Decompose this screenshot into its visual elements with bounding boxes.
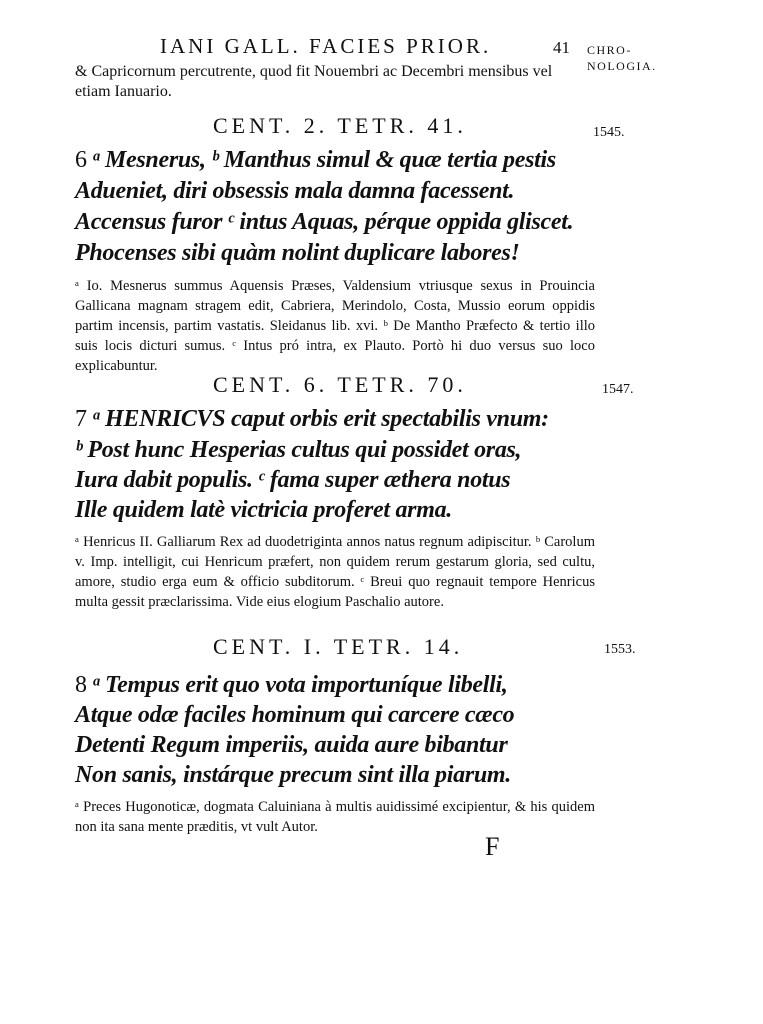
section-heading: CENT. 6. TETR. 70. bbox=[213, 372, 467, 397]
verse-line: Non sanis, instárque precum sint illa piarum. bbox=[75, 762, 511, 788]
margin-heading bbox=[587, 38, 657, 78]
verse-text: ᵃ HENRICVS caput orbis erit spectabilis vnum: bbox=[92, 406, 549, 432]
verse-text: ᵃ Tempus erit quo vota importuníque libelli, bbox=[92, 672, 508, 698]
section-heading: CENT. I. TETR. 14. bbox=[213, 634, 464, 659]
verse-line: Phocenses sibi quàm nolint duplicare labores! bbox=[75, 240, 520, 266]
verse-number: 8 bbox=[75, 672, 87, 698]
verse-line: ᵇ Post hunc Hesperias cultus qui possidet oras, bbox=[75, 437, 522, 463]
margin-heading-line-1: CHRO- bbox=[587, 43, 632, 57]
signature-mark: F bbox=[485, 832, 500, 861]
verse-number: 7 bbox=[75, 406, 87, 432]
continuation-line-2: etiam Ianuario. bbox=[75, 83, 172, 100]
verse-line: Detenti Regum imperiis, auida aure bibantur bbox=[75, 732, 508, 758]
verse-line: Atque odæ faciles hominum qui carcere cæco bbox=[75, 702, 515, 728]
section-heading: CENT. 2. TETR. 41. bbox=[213, 113, 467, 138]
footnote: ᵃ Io. Mesnerus summus Aquensis Præses, Valdensium vtriusque sexus in Prouincia Gallicana magnam stragem edit, Cabriera, Merindolo, Costa, Mussio eorum oppidis partim incensis, partim vastatis. Sleidanus lib. xvi. ᵇ De Mantho Præfecto & tertio illo suis locis dicturi sumus. ᶜ Intus pró intra, ex Plauto. Portò hi duo versus suo loco explicabuntur. bbox=[75, 278, 595, 374]
continuation-line-1: & Capricornum percutrente, quod fit Nouembri ac Decembri mensibus vel bbox=[75, 63, 553, 80]
margin-heading-line-2: NOLOGIA. bbox=[587, 59, 657, 73]
footnote: ᵃ Preces Hugonoticæ, dogmata Caluiniana à multis auidissimé excipientur, & his quidem non ita sana mente præditis, vt vult Autor. bbox=[75, 799, 595, 835]
verse-line bbox=[75, 147, 556, 174]
verse-number: 6 bbox=[75, 147, 87, 173]
verse-text: ᵃ Mesnerus, ᵇ Manthus simul & quæ tertia pestis bbox=[92, 147, 556, 173]
margin-year: 1545. bbox=[593, 125, 625, 140]
margin-year: 1547. bbox=[602, 382, 634, 397]
verse-line: Ille quidem latè victricia proferet arma. bbox=[75, 497, 452, 523]
verse-line: Accensus furor ᶜ intus Aquas, pérque oppida gliscet. bbox=[75, 209, 574, 235]
page-number: 41 bbox=[553, 38, 570, 57]
verse-line: Iura dabit populis. ᶜ fama super æthera notus bbox=[75, 467, 511, 493]
margin-year: 1553. bbox=[604, 642, 636, 657]
verse-line: Adueniet, diri obsessis mala damna facessent. bbox=[75, 178, 515, 204]
footnote: ᵃ Henricus II. Galliarum Rex ad duodetriginta annos natus regnum adipiscitur. ᵇ Carolum v. Imp. intelligit, cui Henricum præfert, non quidem rerum gestarum gloria, sed cultu, amore, studio erga eum & officio subditorum. ᶜ Breui quo regnauit tempore Henricus multa gessit præclarissima. Vide eius elogium Paschalio autore. bbox=[75, 534, 595, 610]
verse-line bbox=[75, 406, 549, 433]
verse-line bbox=[75, 672, 508, 699]
running-title: IANI GALL. FACIES PRIOR. bbox=[160, 34, 492, 58]
